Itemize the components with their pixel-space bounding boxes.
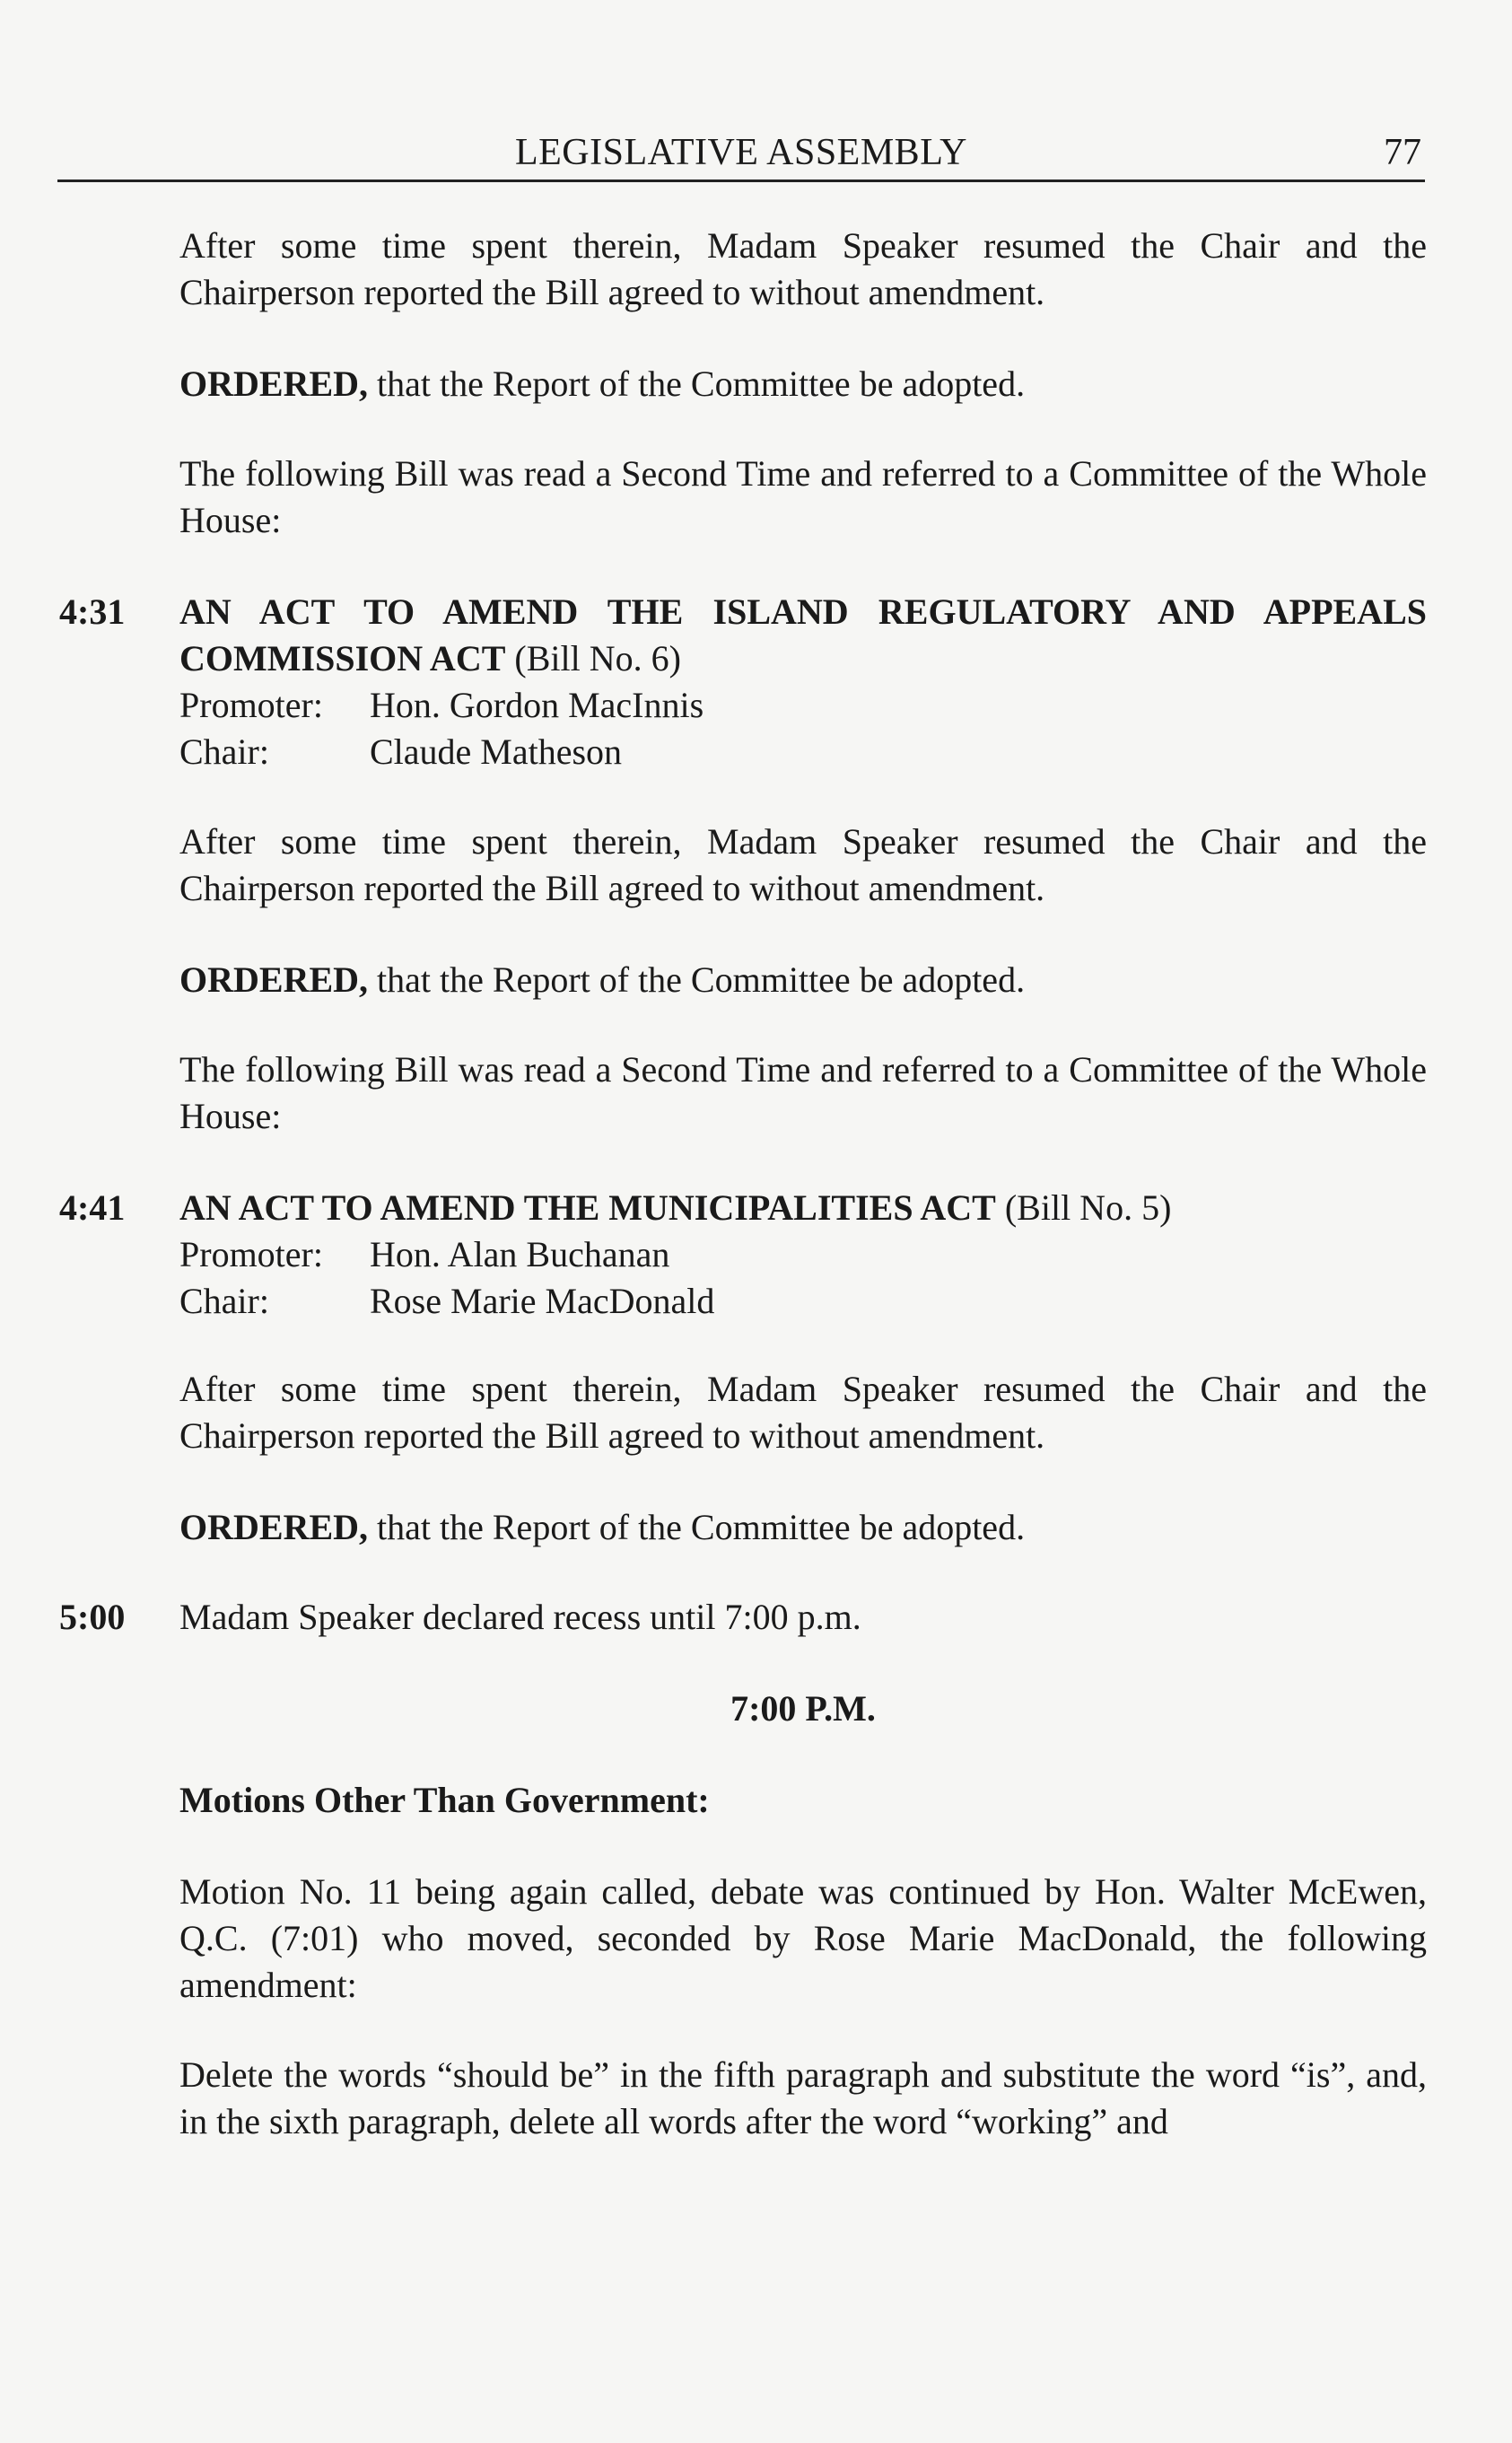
chair-row: [179, 1278, 1427, 1325]
timestamp: 4:31: [59, 591, 126, 632]
running-title: LEGISLATIVE ASSEMBLY: [515, 132, 967, 173]
bill-title-line: [179, 589, 1427, 682]
recess-paragraph: Madam Speaker declared recess until 7:00 p.m.: [179, 1597, 861, 1637]
promoter-name: Hon. Alan Buchanan: [370, 1234, 670, 1274]
bill-number: (Bill No. 5): [995, 1187, 1172, 1228]
promoter-label: Promoter:: [179, 685, 323, 725]
bill-title: AN ACT TO AMEND THE ISLAND REGULATORY AND APPEALS COMMISSION ACT: [179, 591, 1427, 679]
chair-label: Chair:: [179, 731, 269, 772]
promoter-name: Hon. Gordon MacInnis: [370, 685, 704, 725]
ordered-paragraph: [179, 1504, 1427, 1551]
committee-report-paragraph: After some time spent therein, Madam Speaker resumed the Chair and the Chairperson reported the Bill agreed to without amendment.: [179, 1369, 1427, 1456]
chair-label: Chair:: [179, 1281, 269, 1321]
section-heading: Motions Other Than Government:: [179, 1780, 710, 1820]
bill-title-line: [179, 1185, 1427, 1231]
amendment-paragraph: Delete the words “should be” in the fifth paragraph and substitute the word “is”, and, in the sixth paragraph, delete all words after the word “working” and: [179, 2054, 1427, 2141]
committee-report-paragraph: After some time spent therein, Madam Speaker resumed the Chair and the Chairperson reported the Bill agreed to without amendment.: [179, 821, 1427, 908]
promoter-row: [179, 682, 1427, 729]
timestamp: 5:00: [59, 1597, 126, 1637]
page-number: 77: [1384, 132, 1421, 173]
ordered-text: that the Report of the Committee be adopted.: [368, 363, 1026, 404]
chair-name: Claude Matheson: [370, 731, 623, 772]
bill-number: (Bill No. 6): [505, 638, 681, 679]
committee-report-paragraph: After some time spent therein, Madam Speaker resumed the Chair and the Chairperson reported the Bill agreed to without amendment.: [179, 225, 1427, 312]
bill-entry: [179, 589, 1427, 775]
ordered-paragraph: [179, 361, 1427, 407]
motion-paragraph: Motion No. 11 being again called, debate was continued by Hon. Walter McEwen, Q.C. (7:01) who moved, seconded by Rose Marie MacDonald, the following amendment:: [179, 1871, 1427, 2005]
ordered-label: ORDERED,: [179, 1507, 369, 1547]
second-reading-paragraph: The following Bill was read a Second Time and referred to a Committee of the Whole House:: [179, 1049, 1427, 1136]
evening-heading: 7:00 P.M.: [730, 1688, 876, 1729]
promoter-label: Promoter:: [179, 1234, 323, 1274]
bill-title: AN ACT TO AMEND THE MUNICIPALITIES ACT: [179, 1187, 996, 1228]
chair-name: Rose Marie MacDonald: [370, 1281, 715, 1321]
ordered-label: ORDERED,: [179, 959, 369, 1000]
second-reading-paragraph: The following Bill was read a Second Time and referred to a Committee of the Whole House:: [179, 453, 1427, 540]
page-header: [57, 126, 1425, 182]
promoter-row: [179, 1231, 1427, 1278]
ordered-paragraph: [179, 957, 1427, 1003]
ordered-text: that the Report of the Committee be adopted.: [368, 959, 1026, 1000]
chair-row: [179, 729, 1427, 775]
timestamp: 4:41: [59, 1187, 126, 1228]
bill-entry: [179, 1185, 1427, 1325]
ordered-text: that the Report of the Committee be adopted.: [368, 1507, 1026, 1547]
ordered-label: ORDERED,: [179, 363, 369, 404]
